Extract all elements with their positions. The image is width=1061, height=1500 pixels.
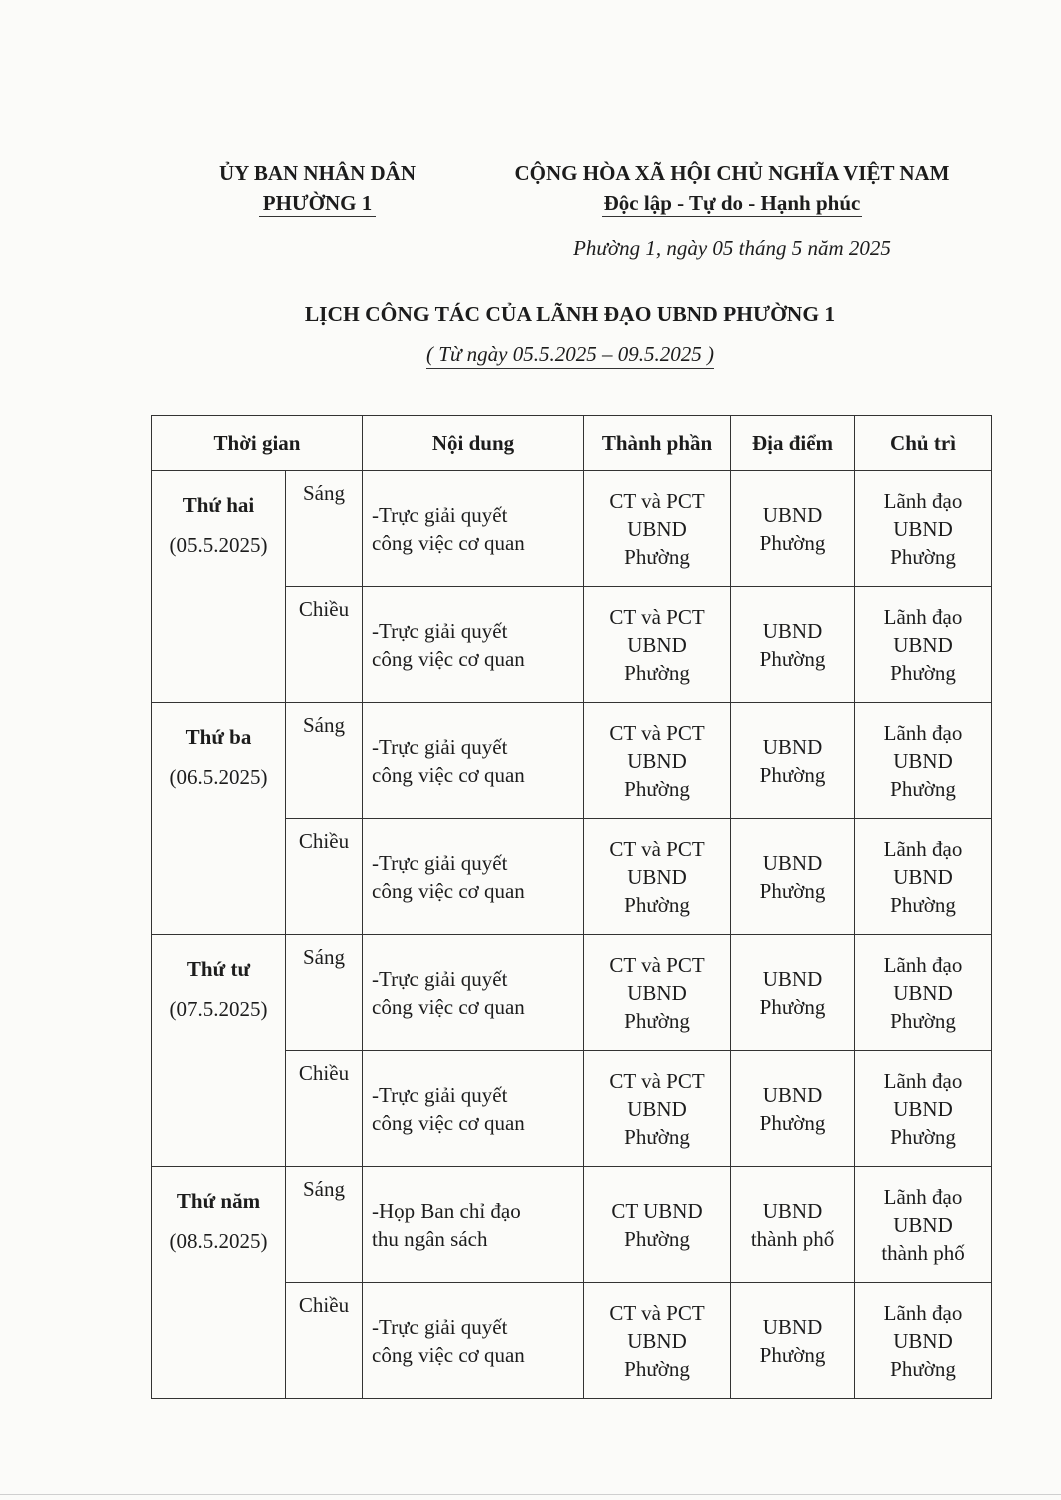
- chair-cell: [855, 819, 992, 935]
- participants-cell-line: Phường: [624, 544, 690, 569]
- date-range: [150, 342, 990, 369]
- table-row: [152, 703, 992, 819]
- chair-cell: [855, 703, 992, 819]
- participants-cell: [584, 935, 731, 1051]
- participants-cell-line: CT và PCT: [609, 488, 705, 513]
- participants-cell-line: CT và PCT: [609, 836, 705, 861]
- chair-cell-line: Phường: [890, 660, 956, 685]
- participants-cell: [584, 1167, 731, 1283]
- content-cell-line: công việc cơ quan: [372, 530, 525, 555]
- participants-cell-line: CT và PCT: [609, 1068, 705, 1093]
- content-cell-line: công việc cơ quan: [372, 762, 525, 787]
- participants-cell-line: Phường: [624, 1124, 690, 1149]
- participants-cell-line: Phường: [624, 892, 690, 917]
- location-cell: [731, 819, 855, 935]
- content-cell-line: thu ngân sách: [372, 1226, 488, 1251]
- participants-cell-line: CT và PCT: [609, 952, 705, 977]
- location-cell-line: UBND: [762, 618, 823, 643]
- location-cell-line: UBND: [762, 1082, 823, 1107]
- chair-cell: [855, 935, 992, 1051]
- participants-cell: [584, 703, 731, 819]
- table-row: [152, 935, 992, 1051]
- content-cell-line: -Trực giải quyết: [372, 618, 508, 643]
- participants-cell-line: Phường: [624, 776, 690, 801]
- location-cell-line: Phường: [759, 1342, 826, 1367]
- chair-cell-line: thành phố: [881, 1240, 965, 1265]
- location-cell: [731, 1167, 855, 1283]
- chair-cell-line: Phường: [890, 1124, 956, 1149]
- chair-cell-line: UBND: [893, 1212, 953, 1237]
- chair-cell-line: UBND: [893, 516, 953, 541]
- content-cell: [363, 471, 584, 587]
- session-cell: Sáng: [286, 1167, 363, 1283]
- participants-cell-line: CT và PCT: [609, 604, 705, 629]
- session-cell: Chiều: [286, 819, 363, 935]
- participants-cell-line: CT và PCT: [609, 1300, 705, 1325]
- participants-cell-line: UBND: [627, 1096, 687, 1121]
- location-cell: [731, 703, 855, 819]
- chair-cell-line: Phường: [890, 1008, 956, 1033]
- chair-cell-line: UBND: [893, 980, 953, 1005]
- day-date: (08.5.2025): [169, 1229, 268, 1253]
- location-cell-line: UBND: [762, 1314, 823, 1339]
- chair-cell-line: Lãnh đạo: [883, 720, 963, 745]
- day-name: Thứ năm: [176, 1189, 261, 1213]
- session-cell: Chiều: [286, 1283, 363, 1399]
- content-cell-line: công việc cơ quan: [372, 878, 525, 903]
- location-cell-line: UBND: [762, 734, 823, 759]
- location-cell: [731, 1283, 855, 1399]
- day-name: Thứ hai: [182, 493, 255, 517]
- participants-cell: [584, 819, 731, 935]
- location-cell-line: Phường: [759, 994, 826, 1019]
- day-cell: [152, 703, 286, 935]
- participants-cell-line: CT và PCT: [609, 720, 705, 745]
- chair-cell-line: Lãnh đạo: [883, 488, 963, 513]
- location-cell-line: UBND: [762, 1198, 823, 1223]
- day-cell: [152, 471, 286, 703]
- chair-cell: [855, 1167, 992, 1283]
- day-date: (05.5.2025): [169, 533, 268, 557]
- content-cell-line: công việc cơ quan: [372, 1110, 525, 1135]
- schedule-body: [152, 471, 992, 1399]
- chair-cell-line: Lãnh đạo: [883, 1068, 963, 1093]
- chair-cell: [855, 1283, 992, 1399]
- day-name: Thứ ba: [185, 725, 252, 749]
- chair-cell-line: Lãnh đạo: [883, 836, 963, 861]
- content-cell-line: -Trực giải quyết: [372, 1314, 508, 1339]
- content-cell: [363, 703, 584, 819]
- content-cell-line: -Trực giải quyết: [372, 1082, 508, 1107]
- session-cell: Sáng: [286, 703, 363, 819]
- session-cell: Chiều: [286, 1051, 363, 1167]
- session-cell: Chiều: [286, 587, 363, 703]
- content-cell-line: -Họp Ban chỉ đạo: [372, 1198, 521, 1223]
- content-cell-line: công việc cơ quan: [372, 994, 525, 1019]
- participants-cell-line: UBND: [627, 516, 687, 541]
- content-cell: [363, 819, 584, 935]
- issuer-unit: PHƯỜNG 1: [259, 190, 376, 217]
- chair-cell-line: Lãnh đạo: [883, 1300, 963, 1325]
- participants-cell-line: CT UBND: [611, 1198, 703, 1223]
- chair-cell-line: UBND: [893, 1328, 953, 1353]
- participants-cell: [584, 1051, 731, 1167]
- content-cell-line: công việc cơ quan: [372, 646, 525, 671]
- content-cell-line: -Trực giải quyết: [372, 850, 508, 875]
- participants-cell: [584, 587, 731, 703]
- content-cell-line: công việc cơ quan: [372, 1342, 525, 1367]
- content-cell: [363, 1167, 584, 1283]
- content-cell: [363, 1051, 584, 1167]
- location-cell-line: Phường: [759, 1110, 826, 1135]
- participants-cell: [584, 1283, 731, 1399]
- session-cell: Sáng: [286, 935, 363, 1051]
- location-cell-line: Phường: [759, 878, 826, 903]
- schedule-table: [151, 415, 992, 1399]
- chair-cell: [855, 1051, 992, 1167]
- table-header-row: [152, 416, 992, 471]
- participants-cell-line: UBND: [627, 748, 687, 773]
- national-header: [462, 158, 1002, 218]
- date-range-text: ( Từ ngày 05.5.2025 – 09.5.2025 ): [426, 342, 714, 369]
- header-time: Thời gian: [152, 416, 363, 471]
- content-cell: [363, 935, 584, 1051]
- chair-cell-line: Phường: [890, 776, 956, 801]
- chair-cell-line: Phường: [890, 1356, 956, 1381]
- table-row: [152, 471, 992, 587]
- chair-cell: [855, 587, 992, 703]
- day-cell: [152, 1167, 286, 1399]
- participants-cell-line: UBND: [627, 864, 687, 889]
- participants-cell: [584, 471, 731, 587]
- participants-cell-line: Phường: [624, 1008, 690, 1033]
- page-edge-line: [0, 1494, 1061, 1495]
- location-cell-line: UBND: [762, 850, 823, 875]
- location-cell-line: UBND: [762, 502, 823, 527]
- location-cell-line: UBND: [762, 966, 823, 991]
- location-cell-line: thành phố: [750, 1226, 835, 1251]
- location-cell-line: Phường: [759, 646, 826, 671]
- content-cell-line: -Trực giải quyết: [372, 734, 508, 759]
- chair-cell: [855, 471, 992, 587]
- location-cell: [731, 1051, 855, 1167]
- table-row: [152, 1167, 992, 1283]
- national-motto: Độc lập - Tự do - Hạnh phúc: [603, 191, 861, 215]
- chair-cell-line: Lãnh đạo: [883, 1184, 963, 1209]
- content-cell: [363, 1283, 584, 1399]
- chair-cell-line: UBND: [893, 632, 953, 657]
- day-cell: [152, 935, 286, 1167]
- issue-date: Phường 1, ngày 05 tháng 5 năm 2025: [573, 236, 891, 260]
- day-name: Thứ tư: [186, 957, 251, 981]
- content-cell-line: -Trực giải quyết: [372, 502, 508, 527]
- header-participants: Thành phần: [584, 416, 731, 471]
- location-cell: [731, 935, 855, 1051]
- header-location: Địa điểm: [731, 416, 855, 471]
- content-cell-line: -Trực giải quyết: [372, 966, 508, 991]
- chair-cell-line: Lãnh đạo: [883, 604, 963, 629]
- chair-cell-line: UBND: [893, 1096, 953, 1121]
- day-date: (07.5.2025): [169, 997, 268, 1021]
- participants-cell-line: UBND: [627, 632, 687, 657]
- participants-cell-line: Phường: [624, 660, 690, 685]
- document-title: LỊCH CÔNG TÁC CỦA LÃNH ĐẠO UBND PHƯỜNG 1: [304, 302, 836, 326]
- participants-cell-line: Phường: [624, 1356, 690, 1381]
- header-content: Nội dung: [363, 416, 584, 471]
- issuer-header: [185, 158, 450, 218]
- chair-cell-line: Phường: [890, 892, 956, 917]
- chair-cell-line: UBND: [893, 864, 953, 889]
- chair-cell-line: UBND: [893, 748, 953, 773]
- chair-cell-line: Lãnh đạo: [883, 952, 963, 977]
- location-cell: [731, 587, 855, 703]
- session-cell: Sáng: [286, 471, 363, 587]
- participants-cell-line: Phường: [624, 1226, 690, 1251]
- national-title: CỘNG HÒA XÃ HỘI CHỦ NGHĨA VIỆT NAM: [514, 161, 950, 185]
- location-cell: [731, 471, 855, 587]
- day-date: (06.5.2025): [169, 765, 268, 789]
- chair-cell-line: Phường: [890, 544, 956, 569]
- issuer-name: ỦY BAN NHÂN DÂN: [219, 161, 416, 185]
- header-chair: Chủ trì: [855, 416, 992, 471]
- participants-cell-line: UBND: [627, 980, 687, 1005]
- content-cell: [363, 587, 584, 703]
- participants-cell-line: UBND: [627, 1328, 687, 1353]
- location-cell-line: Phường: [759, 530, 826, 555]
- location-cell-line: Phường: [759, 762, 826, 787]
